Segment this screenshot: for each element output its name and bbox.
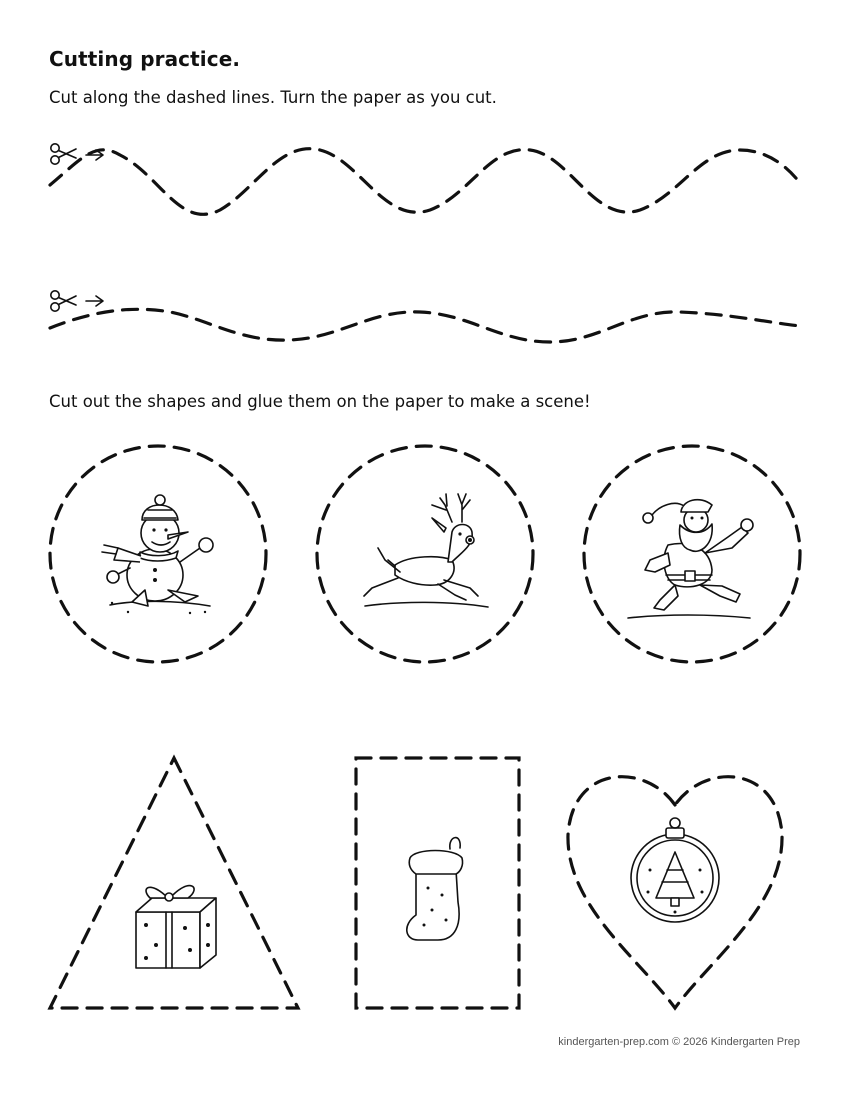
wavy-cut-line[interactable] [50,149,800,215]
reindeer-icon [364,494,488,607]
scissors-icon [51,291,76,311]
ornament-icon [631,818,719,922]
santa-icon [628,500,753,618]
arrow-icon [86,296,103,306]
triangle-cutout-gift[interactable] [50,758,298,1008]
shape-instructions: Cut out the shapes and glue them on the paper to make a scene! [49,392,591,411]
scissors-icon [51,144,76,164]
gentle-wave-cut-line[interactable] [50,309,800,342]
stocking-icon [407,838,463,940]
line-instructions: Cut along the dashed lines. Turn the paper as you cut. [49,88,497,107]
gift-box-icon [136,886,216,968]
circle-cutout-reindeer[interactable] [317,446,533,662]
snowman-icon [102,495,213,614]
worksheet-title: Cutting practice. [49,47,241,71]
footer-credit: kindergarten-prep.com © 2026 Kindergarten Prep [558,1036,800,1048]
